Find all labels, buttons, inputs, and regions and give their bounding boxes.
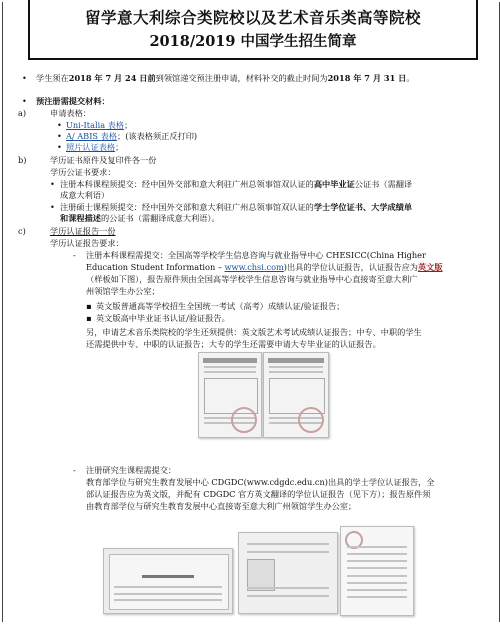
bullet: • [50,202,55,212]
dash: - [73,250,76,260]
section-c-label: 学历认证报告一份 [50,226,116,236]
c-item-1-line-3: （样板如下图），报告原件须由全国高等学校学生信息咨询与就业指导中心直接寄至意大利广 [86,274,418,284]
header-title: 留学意大利综合类院校以及艺术音乐类高等院校 [84,8,421,27]
uni-italia-item: Uni-Italia 表格； [66,120,133,130]
intro-bullet: • [22,73,27,83]
abis-form-link[interactable]: A/ ABIS 表格 [66,131,118,141]
c-sub-item-2: 英文版高中毕业证书认证/验证报告。 [96,313,230,323]
small-bullet: ▪ [86,301,92,311]
chsi-report-sample-1 [198,352,262,438]
b-item-1-line-2: 成意大利语） [60,190,110,200]
bullet: • [50,179,55,189]
c-item-1-line-1: 注册本科课程需提交：全国高等学校学生信息咨询与就业指导中心 CHESICC(China Higher [86,250,426,260]
header-subtitle: 2018/2019 中国学生招生简章 [149,33,357,50]
bullet: • [57,131,62,141]
c-sub-item-1: 英文版普通高等学校招生全国统一考试（高考）成绩认证/验证报告； [96,301,345,311]
cdgdc-report-sample [238,532,338,614]
b-item-2-line-1: 注册硕士课程须提交：经中国外交部和意大利驻广州总领事馆双认证的学士学位证书、大学成绩单 [60,202,413,212]
c-note-line-1: 另，申请艺术音乐类院校的学生还须提供：英文版艺术考试成绩认证报告；中专、中职的学生 [86,327,422,337]
section-a-marker: a) [18,108,27,118]
section-b-marker: b) [18,155,27,165]
section-c-marker: c) [18,226,26,236]
bullet: • [57,142,62,152]
bullet: • [57,120,62,130]
small-bullet: ▪ [86,313,92,323]
section-b-label: 学历证书原件及复印件各一份 [50,155,157,165]
c-item-1-line-4: 州领馆学生办公室； [86,286,160,296]
c-item-2-line-4: 由教育部学位与研究生教育发展中心直接寄至意大利广州领馆学生办公室； [86,501,357,511]
photo-certification-form-link[interactable]: 照片认证表格 [66,142,116,152]
cdgdc-english-translation-sample [340,526,414,616]
section-c-sub: 学历认证报告要求： [50,238,124,248]
intro-line: 学生须在2018 年 7 月 24 日前到领馆递交预注册申请，材料补交的截止时间为2018 年 7 月 31 日。 [36,73,415,83]
section-b-sub: 学历公证书要求： [50,167,116,177]
section-a-label: 申请表格： [50,108,91,118]
page-frame [2,2,500,622]
b-item-2-line-2: 和课程描述的公证书（需翻译成意大利语）。 [60,213,220,223]
c-item-1-line-2: Education Student Information – www.chsi.com)出具的学位认证报告，认证报告应为英文版 [86,262,443,272]
page-header [28,0,478,60]
chsi-report-sample-2 [263,352,329,438]
uni-italia-form-link[interactable]: Uni-Italia 表格 [66,120,125,130]
degree-certificate-photo [103,548,233,614]
materials-title: 预注册需提交材料： [36,96,110,106]
abis-item: A/ ABIS 表格；(该表格须正反打印) [66,131,198,141]
b-item-1-line-1: 注册本科课程须提交：经中国外交部和意大利驻广州总领事馆双认证的高中毕业证公证书（需翻译 [60,179,413,189]
c-item-2-line-2: 教育部学位与研究生教育发展中心 CDGDC(www.cdgdc.edu.cn)出具的学士学位认证报告，全 [86,477,435,487]
dash: - [73,465,76,475]
photo-form-item: 照片认证表格； [66,142,124,152]
c-note-line-2: 还需提供中专、中职的认证报告；大专的学生还需要申请大专毕业证的认证报告。 [86,339,381,349]
materials-bullet: • [22,96,27,106]
c-item-2-line-1: 注册研究生课程需提交： [86,465,177,475]
c-item-2-line-3: 部认证报告应为英文版，并配有 CDGDC 官方英文翻译的学位认证报告（见下方）；报告原件须 [86,489,431,499]
chsi-link[interactable]: www.chsi.com [224,262,284,272]
